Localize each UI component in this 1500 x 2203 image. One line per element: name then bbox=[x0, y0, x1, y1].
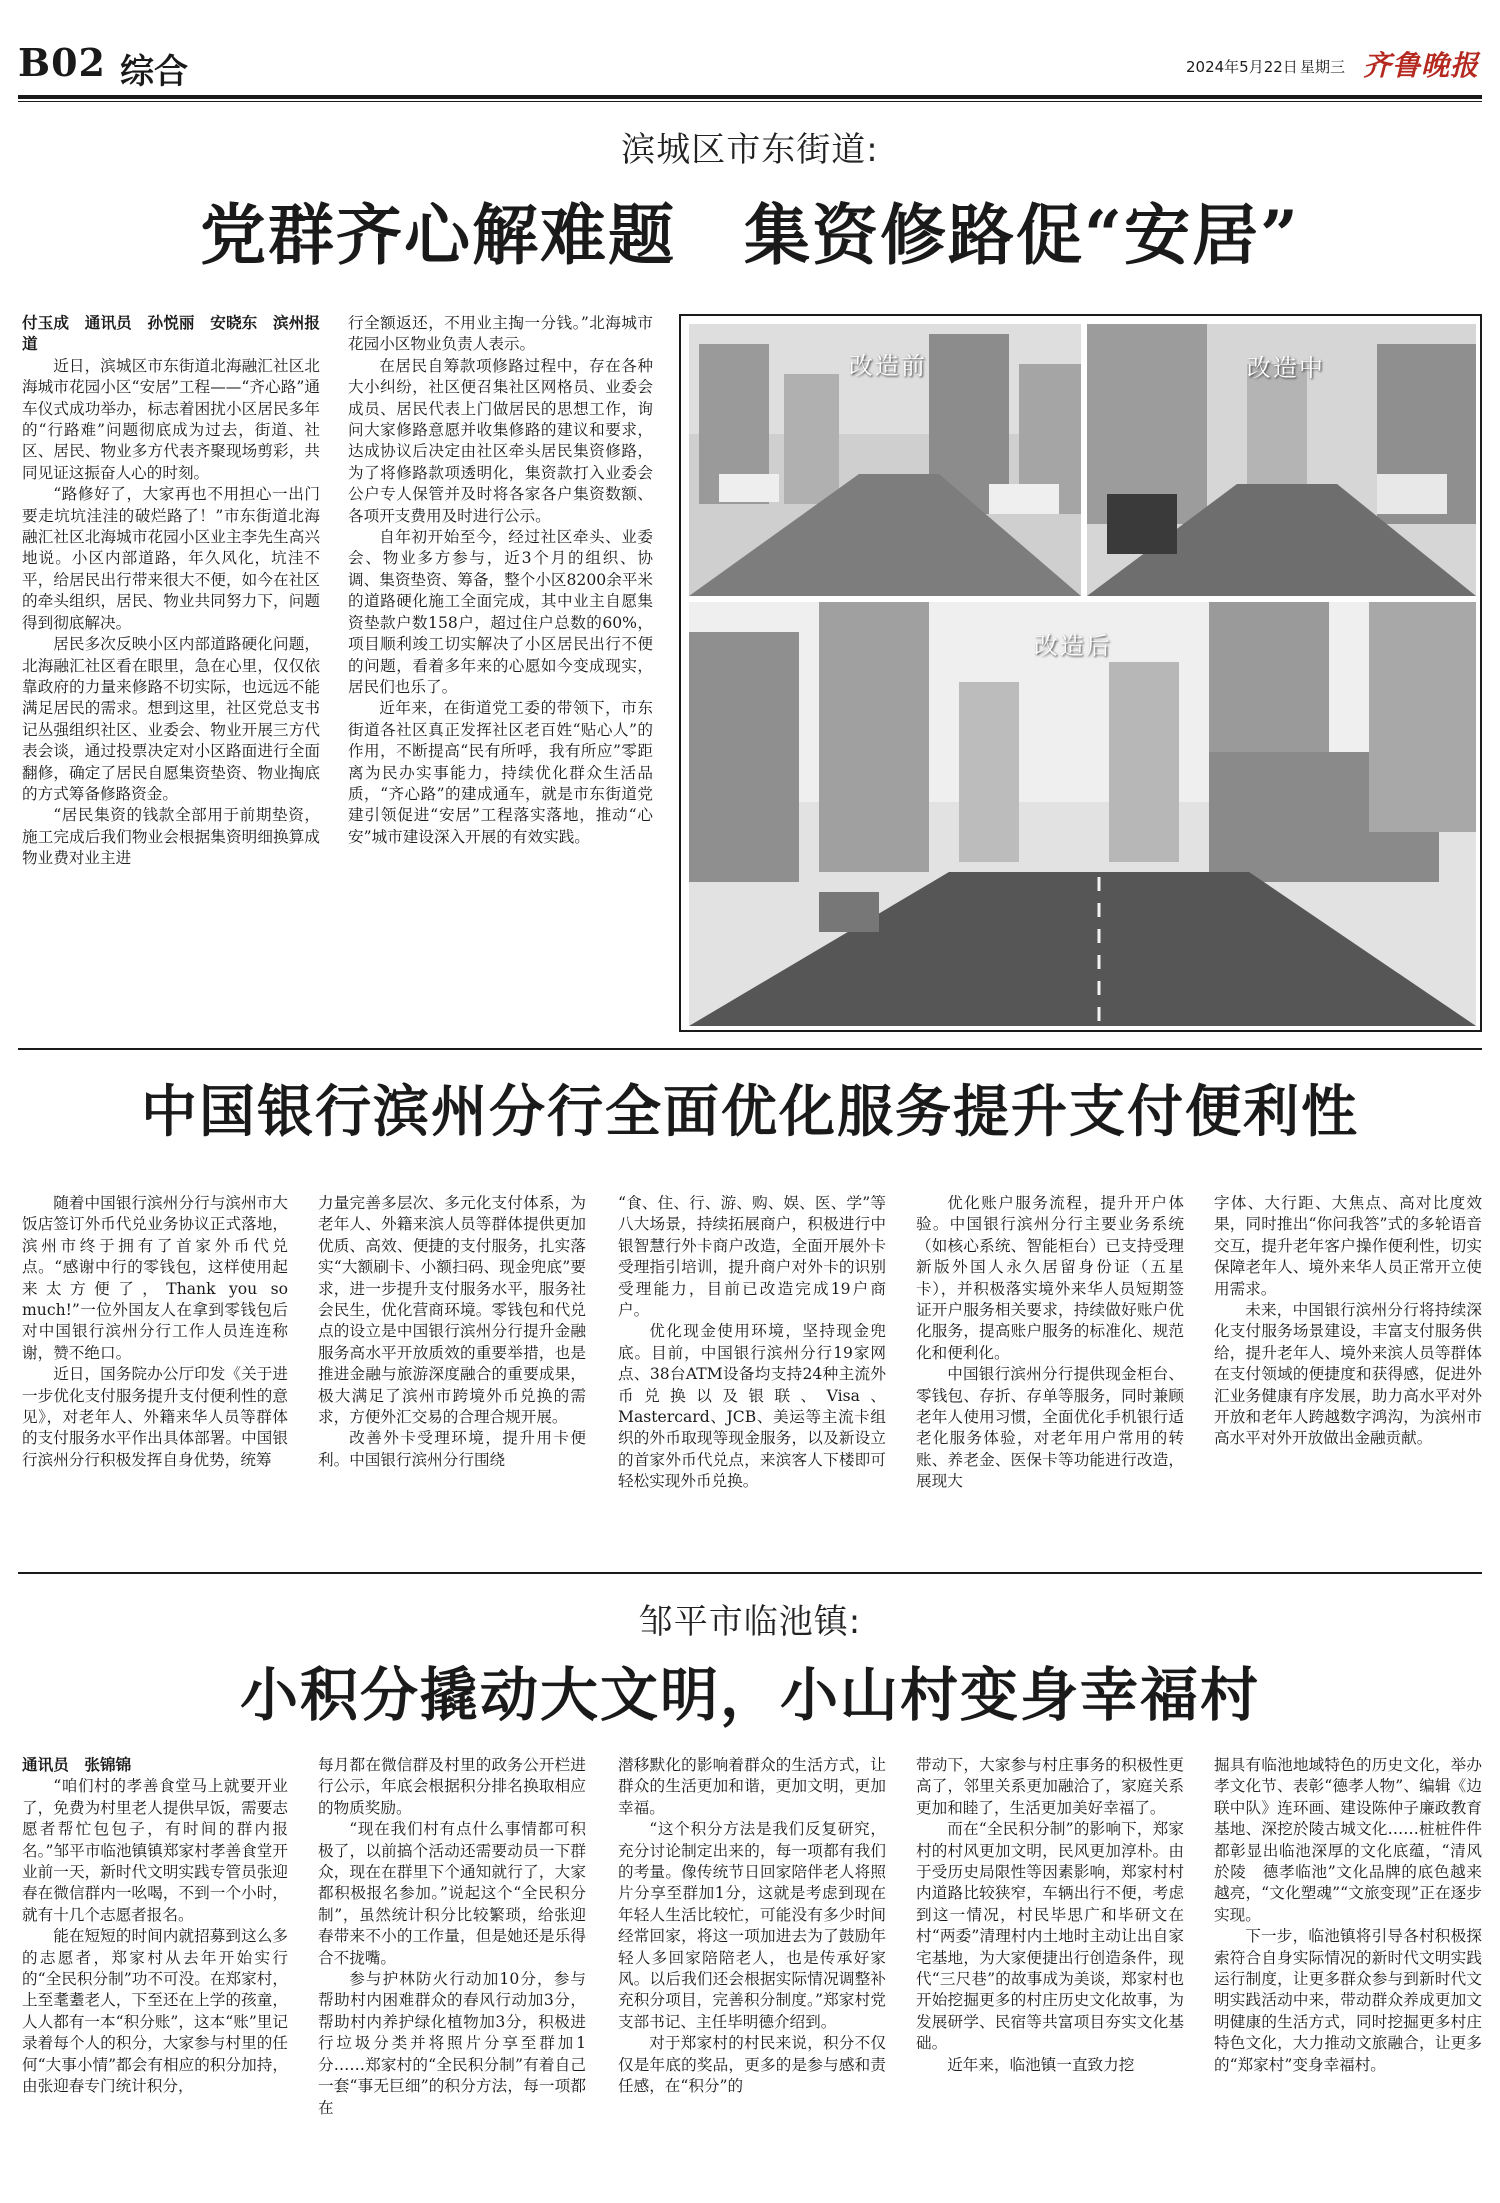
paragraph: “食、住、行、游、购、娱、医、学”等八大场景，持续拓展商户，积极进行中银智慧行外卡商户改造，全面开展外卡受理指引培训，提升商户对外卡的识别受理能力，目前已改造完成19户商户。 bbox=[618, 1194, 886, 1320]
paragraph: 每月都在微信群及村里的政务公开栏进行公示，年底会根据积分排名换取相应的物质奖励。 bbox=[318, 1756, 586, 1817]
paragraph: 参与护林防火行动加10分，参与帮助村内困难群众的春风行动加3分，帮助村内养护绿化植物加3分，积极进行垃圾分类并将照片分享至群加1分……郑家村的“全民积分制”有着自己一套“事无巨细”的积分方法，每一项都在 bbox=[318, 1970, 586, 2117]
paragraph: 随着中国银行滨州分行与滨州市大饭店签订外币代兑业务协议正式落地，滨州市终于拥有了首家外币代兑点。“感谢中行的零钱包，这样使用起来太方便了，Thank you so much!”一位外国友人在拿到零钱包后对中国银行滨州分行工作人员连连称谢，赞不绝口。 bbox=[22, 1194, 288, 1362]
article2-headline: 中国银行滨州分行全面优化服务提升支付便利性 bbox=[141, 1079, 1359, 1145]
photo-collage bbox=[679, 314, 1482, 1032]
article3-kicker: 邹平市临池镇: bbox=[638, 1602, 862, 1642]
masthead bbox=[18, 40, 1482, 92]
article3-column-2 bbox=[318, 1755, 586, 2195]
photo-label-after: 改造后 bbox=[1034, 632, 1112, 660]
paragraph: “现在我们村有点什么事情都可积极了，以前搞个活动还需要动员一下群众，现在在群里下个通知就行了，大家都积极报名参加。”说起这个“全民积分制”，虽然统计积分比较繁琐，给张迎春带来不小的工作量，但是她还是乐得合不拢嘴。 bbox=[318, 1820, 586, 1967]
paragraph: “这个积分方法是我们反复研究，充分讨论制定出来的，每一项都有我们的考量。像传统节日回家陪伴老人将照片分享至群加1分，这就是考虑到现在年轻人生活比较忙，可能没有多少时间经常回家，将这一项加进去为了鼓励年轻人多回家陪陪老人，也是传承好家风。以后我们还会根据实际情况调整补充积分项目，完善积分制度。”郑家村党支部书记、主任毕明德介绍到。 bbox=[618, 1820, 886, 2031]
article3-headline: 小积分撬动大文明，小山村变身幸福村 bbox=[239, 1661, 1260, 1729]
article3-column-4 bbox=[916, 1755, 1184, 2195]
masthead-rule-thin bbox=[18, 101, 1482, 102]
paragraph: 行全额返还，不用业主掏一分钱。”北海城市花园小区物业负责人表示。 bbox=[348, 314, 653, 354]
paragraph: 居民多次反映小区内部道路硬化问题，北海融汇社区看在眼里，急在心里，仅仅依靠政府的力量来修路不切实际，也远远不能满足居民的需求。想到这里，社区党总支书记丛强组织社区、业委会、物业开展三方代表会谈，通过投票决定对小区路面进行全面翻修，确定了居民自愿集资垫资、物业掏底的方式筹备修路资金。 bbox=[22, 635, 320, 803]
photo-label-before: 改造前 bbox=[849, 352, 927, 380]
article2-column-4 bbox=[916, 1193, 1184, 1555]
photo-label-during: 改造中 bbox=[1247, 354, 1325, 382]
article2-column-5 bbox=[1214, 1193, 1482, 1555]
paragraph: 自年初开始至今，经过社区牵头、业委会、物业多方参与，近3个月的组织、协调、集资垫资、筹备，整个小区8200余平米的道路硬化施工全面完成，其中业主自愿集资垫款户数158户，超过住户总数的60%，项目顺利竣工切实解决了小区居民出行不便的问题，看着多年来的心愿如今变成现实，居民们也乐了。 bbox=[348, 528, 653, 696]
paragraph: 潜移默化的影响着群众的生活方式，让群众的生活更加和谐，更加文明，更加幸福。 bbox=[618, 1756, 886, 1817]
paragraph: 对于郑家村的村民来说，积分不仅仅是年底的奖品，更多的是参与感和责任感，在“积分”的 bbox=[618, 2034, 886, 2096]
section-divider bbox=[18, 1572, 1482, 1574]
paragraph: 近日，国务院办公厅印发《关于进一步优化支付服务提升支付便利性的意见》，对老年人、外籍来华人员等群体的支付服务水平作出具体部署。中国银行滨州分行积极发挥自身优势，统筹 bbox=[22, 1365, 288, 1469]
paragraph: “咱们村的孝善食堂马上就要开业了，免费为村里老人提供早饭，需要志愿者帮忙包包子，有时间的群内报名。”邹平市临池镇镇郑家村孝善食堂开业前一天，新时代文明实践专管员张迎春在微信群内一吆喝，不到一个小时，就有十几个志愿者报名。 bbox=[22, 1777, 288, 1924]
article3-column-3 bbox=[618, 1755, 886, 2195]
paragraph: 优化账户服务流程，提升开户体验。中国银行滨州分行主要业务系统（如核心系统、智能柜台）已支持受理新版外国人永久居留身份证（五星卡），并积极落实境外来华人员短期签证开户服务相关要求，持续做好账户优化服务，提高账户服务的标准化、规范化和便利化。 bbox=[916, 1194, 1184, 1362]
paragraph: 在居民自筹款项修路过程中，存在各种大小纠纷，社区便召集社区网格员、业委会成员、居民代表上门做居民的思想工作，询问大家修路意愿并收集修路的建议和要求，达成协议后决定由社区牵头居民集资修路，为了将修路款项透明化，集资款打入业委会公户专人保管并及时将各家各户集资数额、各项开支费用及时进行公示。 bbox=[348, 356, 653, 525]
article2-column-3 bbox=[618, 1193, 886, 1555]
paper-logo: 齐鲁晚报 bbox=[1363, 49, 1480, 82]
paragraph: 近日，滨城区市东街道北海融汇社区北海城市花园小区“安居”工程——“齐心路”通车仪式成功举办，标志着困扰小区居民多年的“行路难”问题彻底成为过去，街道、社区、居民、物业多方代表齐聚现场剪彩，共同见证这振奋人心的时刻。 bbox=[22, 356, 320, 482]
paragraph: 优化现金使用环境，坚持现金兜底。目前，中国银行滨州分行19家网点、38台ATM设备均支持24种主流外币兑换以及银联、Visa、Mastercard、JCB、美运等主流卡组织的外币取现等现金服务，以及新设立的首家外币代兑点，来滨客人下楼即可轻松实现外币兑换。 bbox=[618, 1322, 886, 1491]
paragraph: 字体、大行距、大焦点、高对比度效果，同时推出“你问我答”式的多轮语音交互，提升老年客户操作便利性，切实保障老年人、境外来华人员正常开立使用需求。 bbox=[1214, 1194, 1482, 1298]
photo-during bbox=[1087, 324, 1476, 596]
paragraph: 带动下，大家参与村庄事务的积极性更高了，邻里关系更加融洽了，家庭关系更加和睦了，生活更加美好幸福了。 bbox=[916, 1756, 1184, 1817]
section-divider bbox=[18, 1048, 1482, 1050]
article1-column-2 bbox=[348, 313, 653, 1035]
paragraph: 掘具有临池地域特色的历史文化，举办孝文化节、表彰“德孝人物”、编辑《边联中队》连环画、建设陈仲子廉政教育基地、深挖於陵古城文化……桩桩件件都彰显出临池深厚的文化底蕴，“清风於陵 德孝临池”文化品牌的底色越来越亮，“文化塑魂”“文旅变现”正在逐步实现。 bbox=[1214, 1756, 1482, 1924]
issue-weekday: 星期三 bbox=[1300, 58, 1346, 76]
photo-after bbox=[689, 602, 1476, 1026]
paragraph: “路修好了，大家再也不用担心一出门要走坑坑洼洼的破烂路了！”市东街道北海融汇社区北海城市花园小区业主李先生高兴地说。小区内部道路，年久风化，坑洼不平，给居民出行带来很大不便，如今在社区的牵头组织，居民、物业共同努力下，问题得到彻底解决。 bbox=[22, 485, 320, 632]
article3-column-1 bbox=[22, 1755, 288, 2195]
masthead-rule bbox=[18, 95, 1482, 99]
paragraph: 近年来，在街道党工委的带领下，市东街道各社区真正发挥社区老百姓“贴心人”的作用，不断提高“民有所呼，我有所应”零距离为民办实事能力，持续优化群众生活品质，“齐心路”的建成通车，就是市东街道党建引领促进“安居”工程落实落地，推动“心安”城市建设深入开展的有效实践。 bbox=[348, 699, 653, 846]
paragraph: 改善外卡受理环境，提升用卡便利。中国银行滨州分行围绕 bbox=[318, 1429, 586, 1469]
paragraph: 力量完善多层次、多元化支付体系，为老年人、外籍来滨人员等群体提供更加优质、高效、便捷的支付服务，扎实落实“大额刷卡、小额扫码、现金兜底”要求，进一步提升支付服务水平，服务社会民生，优化营商环境。零钱包和代兑点的设立是中国银行滨州分行提升金融服务高水平开放质效的重要举措，也是推进金融与旅游深度融合的重要成果，极大满足了滨州市跨境外币兑换的需求，方便外汇交易的合理合规开展。 bbox=[318, 1194, 586, 1427]
article2-column-2 bbox=[318, 1193, 586, 1555]
paragraph: 中国银行滨州分行提供现金柜台、零钱包、存折、存单等服务，同时兼顾老年人使用习惯，全面优化手机银行适老化服务体验，对老年用户常用的转账、养老金、医保卡等功能进行改造，展现大 bbox=[916, 1365, 1184, 1491]
paragraph: 下一步，临池镇将引导各村积极探索符合自身实际情况的新时代文明实践运行制度，让更多群众参与到新时代文明实践活动中来，带动群众养成更加文明健康的生活方式，同时挖掘更多村庄特色文化，大力推动文旅融合，让更多的“郑家村”变身幸福村。 bbox=[1214, 1927, 1482, 2074]
photo-before bbox=[689, 324, 1081, 596]
paragraph: 近年来，临池镇一直致力挖 bbox=[947, 2055, 1135, 2074]
article1-byline: 付玉成 通讯员 孙悦丽 安晓东 滨州报道 bbox=[22, 314, 320, 354]
article2-column-1 bbox=[22, 1193, 288, 1555]
paragraph: 而在“全民积分制”的影响下，郑家村的村风更加文明，民风更加淳朴。由于受历史局限性等因素影响，郑家村村内道路比较狭窄，车辆出行不便，考虑到这一情况，村民毕思广和毕研文在村“两委”清理村内土地时主动让出自家宅基地，为大家便捷出行创造条件，现代“三尺巷”的故事成为美谈，郑家村也开始挖掘更多的村庄历史文化故事，为发展研学、民宿等共富项目夯实文化基础。 bbox=[916, 1820, 1184, 2053]
page-code: B02 bbox=[18, 40, 106, 85]
article3-byline: 通讯员 张锦锦 bbox=[22, 1756, 132, 1774]
article1-headline: 党群齐心解难题 集资修路促“安居” bbox=[200, 196, 1300, 274]
article3-column-5 bbox=[1214, 1755, 1482, 2195]
article1-kicker: 滨城区市东街道: bbox=[621, 130, 879, 170]
article1-column-1 bbox=[22, 313, 320, 1035]
paragraph: 能在短短的时间内就招募到这么多的志愿者，郑家村从去年开始实行的“全民积分制”功不可没。在郑家村，上至耄耋老人，下至还在上学的孩童，人人都有一本“积分账”，这本“账”里记录着每个人的积分，大家参与村里的任何“大事小情”都会有相应的积分加持，由张迎春专门统计积分， bbox=[22, 1927, 288, 2096]
issue-date: 2024年5月22日 bbox=[1186, 58, 1298, 76]
page-section: 综合 bbox=[120, 52, 188, 92]
paragraph: “居民集资的钱款全部用于前期垫资，施工完成后我们物业会根据集资明细换算成物业费对业主进 bbox=[22, 806, 320, 868]
paragraph: 未来，中国银行滨州分行将持续深化支付服务场景建设，丰富支付服务供给，提升老年人、境外来滨人员等群体在支付领域的便捷度和获得感，促进外汇业务健康有序发展，助力高水平对外开放和老年人跨越数字鸿沟，为滨州市高水平对外开放做出金融贡献。 bbox=[1214, 1301, 1482, 1448]
